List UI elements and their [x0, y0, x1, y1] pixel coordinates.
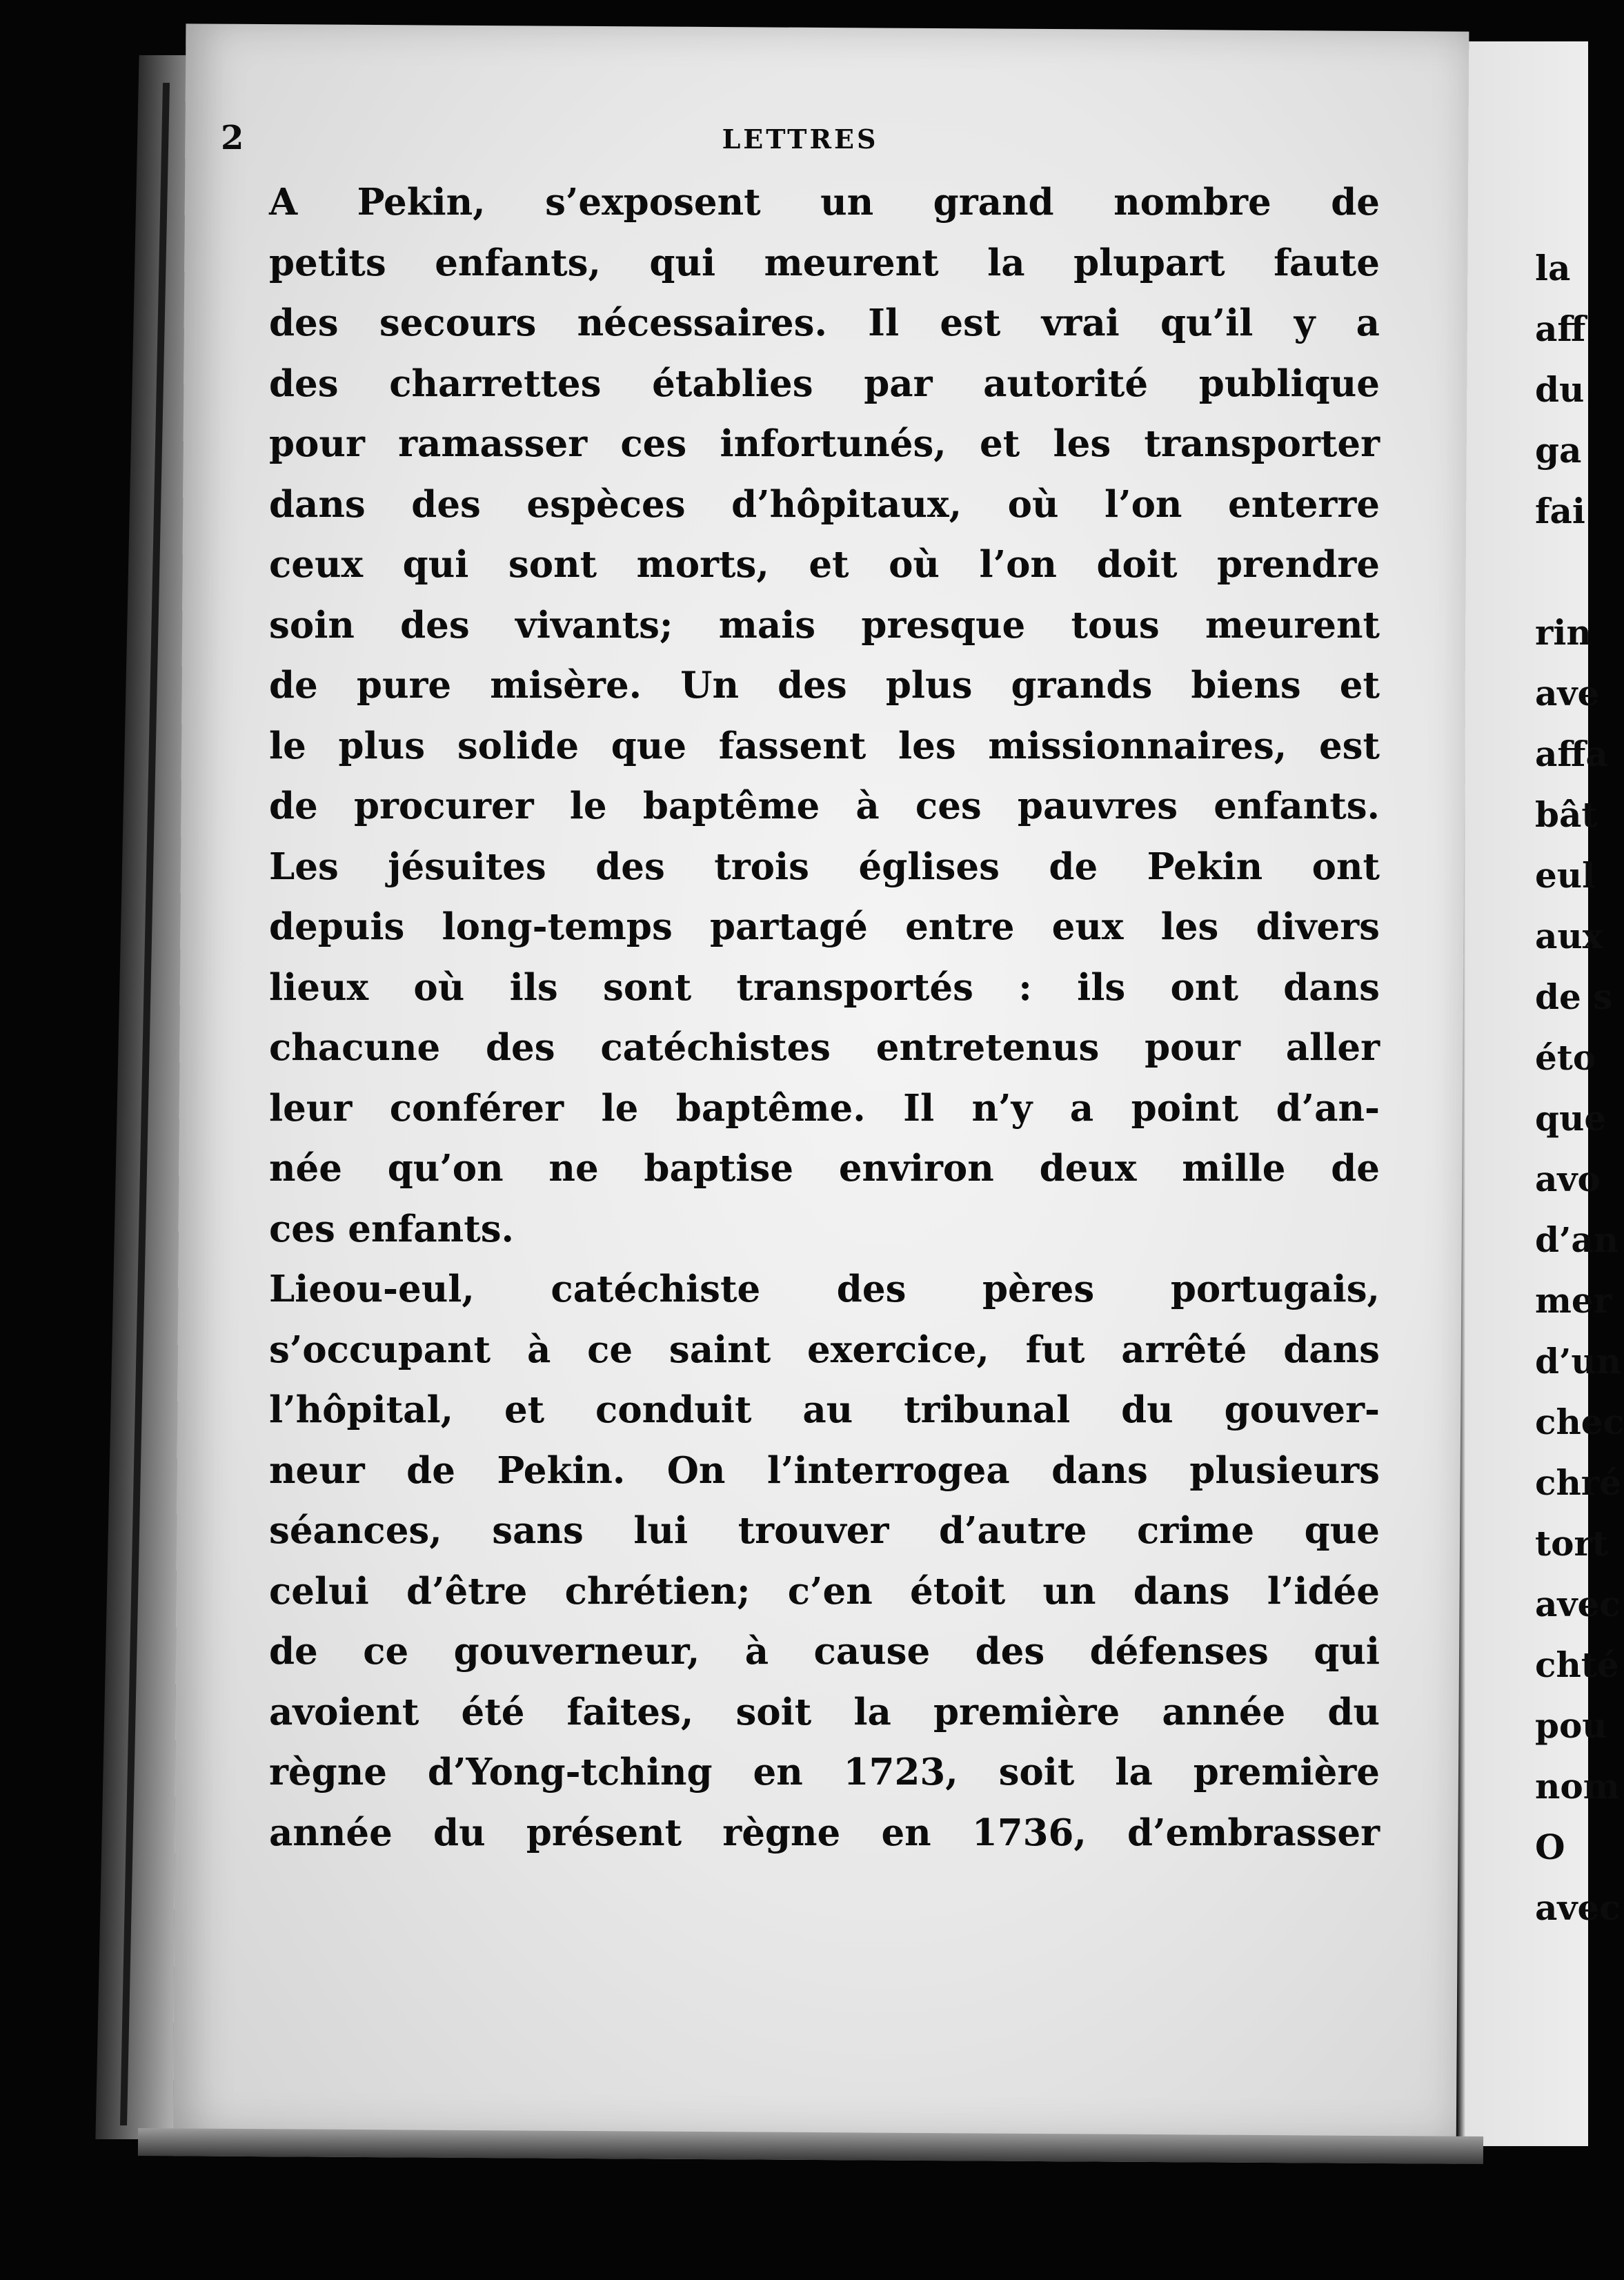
text-line: celui d’être chrétien; c’en étoit un dans l’idée: [269, 1569, 1380, 1613]
text-line: A Pekin, s’exposent un grand nombre de: [269, 181, 1380, 224]
text-line: ceux qui sont morts, et où l’on doit prendre: [269, 543, 1380, 586]
facing-page-fragment: chté: [1535, 1644, 1619, 1685]
facing-page-fragment: chec: [1535, 1402, 1624, 1442]
text-line: Les jésuites des trois églises de Pekin ont: [269, 845, 1380, 888]
facing-page-fragment: affa: [1535, 734, 1608, 774]
facing-page-fragment: aff: [1535, 308, 1586, 349]
facing-page-fragment: la: [1535, 248, 1571, 288]
text-line: dans des espèces d’hôpitaux, où l’on enterre: [269, 482, 1380, 526]
facing-page-fragment: pou: [1535, 1705, 1607, 1746]
text-line: leur conférer le baptême. Il n’y a point d’an-: [269, 1086, 1380, 1130]
facing-page-fragment: d’an: [1535, 1219, 1619, 1260]
text-line: soin des vivants; mais presque tous meurent: [269, 603, 1380, 647]
text-line: neur de Pekin. On l’interrogea dans plusieurs: [269, 1448, 1380, 1492]
text-line: petits enfants, qui meurent la plupart faute: [269, 241, 1380, 284]
text-line: règne d’Yong-tching en 1723, soit la première: [269, 1751, 1380, 1793]
facing-page-fragment: ave: [1535, 673, 1600, 714]
text-line: de procurer le baptême à ces pauvres enfants.: [269, 785, 1380, 827]
facing-page-fragment: chré: [1535, 1462, 1621, 1503]
text-line: née qu’on ne baptise environ deux mille de: [269, 1147, 1380, 1190]
text-line: chacune des catéchistes entretenus pour aller: [269, 1026, 1380, 1069]
text-line: le plus solide que fassent les missionnaires, est: [269, 724, 1380, 767]
facing-page-fragment: avo: [1535, 1159, 1601, 1199]
page-number: 2: [221, 119, 244, 157]
facing-page-fragment: tort: [1535, 1523, 1608, 1564]
text-line: séances, sans lui trouver d’autre crime que: [269, 1509, 1380, 1552]
facing-page-fragment: nom: [1535, 1766, 1620, 1807]
text-line: de ce gouverneur, à cause des défenses qui: [269, 1630, 1380, 1673]
paragraph-1: [221, 173, 1380, 1259]
text-line: des charrettes établies par autorité publique: [269, 362, 1380, 405]
facing-page-fragment: O: [1535, 1827, 1565, 1867]
text-line: l’hôpital, et conduit au tribunal du gouver-: [269, 1388, 1380, 1431]
text-line: ces enfants.: [269, 1207, 514, 1250]
facing-page-text: [1535, 238, 1624, 1938]
facing-page-fragment: eul: [1535, 855, 1596, 896]
text-line: s’occupant à ce saint exercice, fut arrêté dans: [269, 1328, 1380, 1371]
text-line: Lieou-eul, catéchiste des pères portugais,: [269, 1268, 1380, 1310]
facing-page-fragment: fai: [1535, 491, 1585, 531]
facing-page-fragment: bât: [1535, 794, 1598, 835]
facing-page-fragment: avec: [1535, 1584, 1621, 1624]
facing-page-fragment: avec: [1535, 1887, 1621, 1928]
facing-page-fragment: ga: [1535, 430, 1582, 471]
paragraph-2: [221, 1259, 1380, 1863]
facing-page-fragment: éto: [1535, 1037, 1596, 1078]
facing-page-fragment: du: [1535, 369, 1585, 410]
text-line: année du présent règne en 1736, d’embrasser: [269, 1811, 1380, 1854]
text-line: des secours nécessaires. Il est vrai qu’il y a: [269, 302, 1380, 344]
text-line: pour ramasser ces infortunés, et les transporter: [269, 422, 1380, 465]
facing-page-fragment: aux: [1535, 916, 1603, 956]
page-header: [221, 117, 1380, 166]
page-text-block: [221, 117, 1380, 1863]
facing-page-fragment: mer: [1535, 1280, 1612, 1321]
text-line: depuis long-temps partagé entre eux les divers: [269, 905, 1380, 948]
running-title: LETTRES: [722, 124, 879, 155]
facing-page-fragment: d’un: [1535, 1341, 1622, 1382]
facing-page-fragment: de s: [1535, 976, 1613, 1017]
text-line: avoient été faites, soit la première année du: [269, 1690, 1380, 1733]
text-line: lieux où ils sont transportés : ils ont dans: [269, 965, 1380, 1009]
facing-page-fragment: que: [1535, 1098, 1607, 1139]
facing-page-fragment: rin: [1535, 612, 1592, 653]
text-line: de pure misère. Un des plus grands biens et: [269, 664, 1380, 707]
